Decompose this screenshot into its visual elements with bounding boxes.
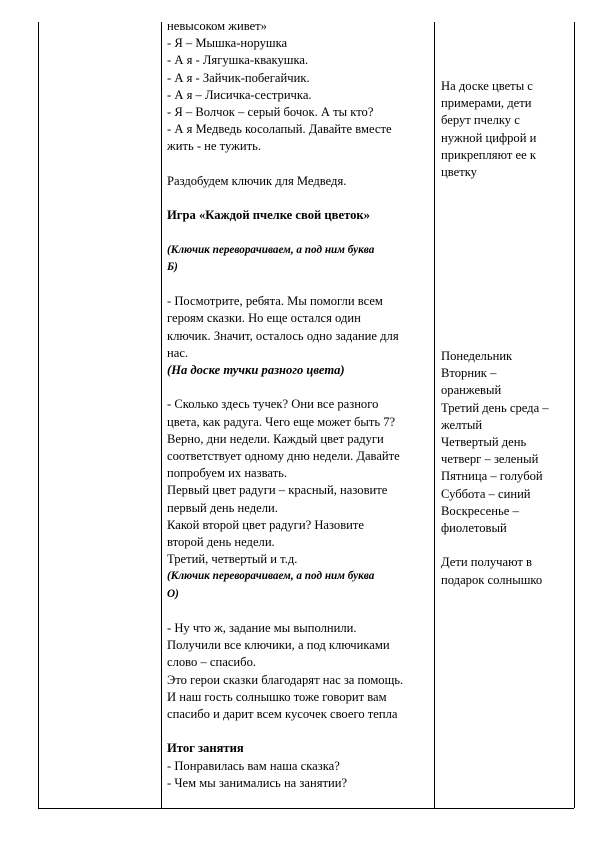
key-note-o-cont: О) (167, 587, 179, 600)
text-line: - Посмотрите, ребята. Мы помогли всем (167, 294, 383, 309)
text-line: - А я - Зайчик-побегайчик. (167, 70, 310, 85)
gift-note-line: подарок солнышко (441, 572, 543, 587)
key-note-b-cont: Б) (167, 260, 178, 273)
text-line: Какой второй цвет радуги? Назовите (167, 517, 364, 532)
text-line: Верно, дни недели. Каждый цвет радуги (167, 431, 384, 446)
text-line: - Я – Волчок – серый бочок. А ты кто? (167, 105, 374, 120)
text-line: цвета, как радуга. Чего еще может быть 7? (167, 414, 396, 429)
note-line: На доске цветы с (441, 79, 533, 93)
text-line: Третий, четвертый и т.д. (167, 552, 298, 567)
text-line: - Сколько здесь тучек? Они все разного (167, 397, 379, 412)
weekday-line: четверг – зеленый (441, 452, 539, 467)
text-line: невысоком живет» (167, 19, 267, 33)
text-line: - А я - Лягушка-квакушка. (167, 53, 309, 68)
text-line: второй день недели. (167, 535, 275, 550)
text-line: слово – спасибо. (167, 655, 257, 670)
table-border-left (38, 22, 39, 808)
gift-note-line: Дети получают в (441, 555, 532, 570)
text-line: соответствует одному дню недели. Давайте (167, 449, 400, 463)
text-line: Первый цвет радуги – красный, назовите (167, 483, 388, 498)
table-border-bottom (38, 808, 574, 809)
text-line: ключик. Значит, осталось одно задание для (167, 328, 399, 343)
key-for-bear-paragraph: Раздобудем ключик для Медведя. (167, 173, 347, 188)
weekdays-list (441, 348, 569, 589)
text-line: первый день недели. (167, 500, 278, 515)
table-column-divider-1 (161, 22, 162, 808)
weekday-line: Пятница – голубой (441, 469, 543, 484)
text-line: И наш гость солнышко тоже говорит вам (167, 689, 387, 704)
note-line: примерами, дети (441, 96, 532, 111)
weekday-line: желтый (441, 417, 483, 432)
note-line: берут пчелку с (441, 113, 520, 128)
text-line: - А я – Лисичка-сестричка. (167, 87, 312, 102)
table-column-divider-2 (434, 22, 435, 808)
text-line: - А я Медведь косолапый. Давайте вместе (167, 122, 392, 137)
text-line: героям сказки. Но еще остался один (167, 311, 361, 326)
text-line: - Ну что ж, задание мы выполнили. (167, 621, 357, 636)
weekday-line: Суббота – синий (441, 486, 531, 501)
summary-title: Итог занятия (167, 741, 244, 756)
text-line: нас. (167, 345, 189, 360)
weekday-line: оранжевый (441, 383, 502, 398)
text-line: жить - не тужить. (167, 139, 261, 154)
weekday-line: фиолетовый (441, 521, 507, 536)
key-note-b: (Ключик переворачиваем, а под ним буква (167, 243, 375, 256)
bees-activity-note (441, 78, 569, 181)
text-line: попробуем их назвать. (167, 466, 288, 481)
summary-question: - Понравилась вам наша сказка? (167, 758, 340, 773)
weekday-line: Понедельник (441, 349, 513, 363)
weekday-line: Четвертый день (441, 435, 527, 450)
text-line: Это герои сказки благодарят нас за помощь. (167, 672, 404, 687)
note-line: цветку (441, 165, 477, 180)
weekday-line: Воскресенье – (441, 503, 519, 518)
board-clouds-note: (На доске тучки разного цвета) (167, 363, 345, 377)
summary-question: - Чем мы занимались на занятии? (167, 775, 348, 790)
lesson-text-column (167, 18, 431, 792)
key-note-o: (Ключик переворачиваем, а под ним буква (167, 570, 375, 583)
note-line: прикрепляют ее к (441, 147, 536, 162)
note-line: нужной цифрой и (441, 130, 537, 145)
weekday-line: Вторник – (441, 366, 497, 381)
table-border-right (574, 22, 575, 808)
weekday-line: Третий день среда – (441, 400, 549, 415)
text-line: спасибо и дарит всем кусочек своего тепла (167, 707, 398, 722)
game-title: Игра «Каждой пчелке свой цветок» (167, 208, 370, 223)
text-line: Получили все ключики, а под ключиками (167, 638, 390, 653)
text-line: - Я – Мышка-норушка (167, 36, 288, 51)
